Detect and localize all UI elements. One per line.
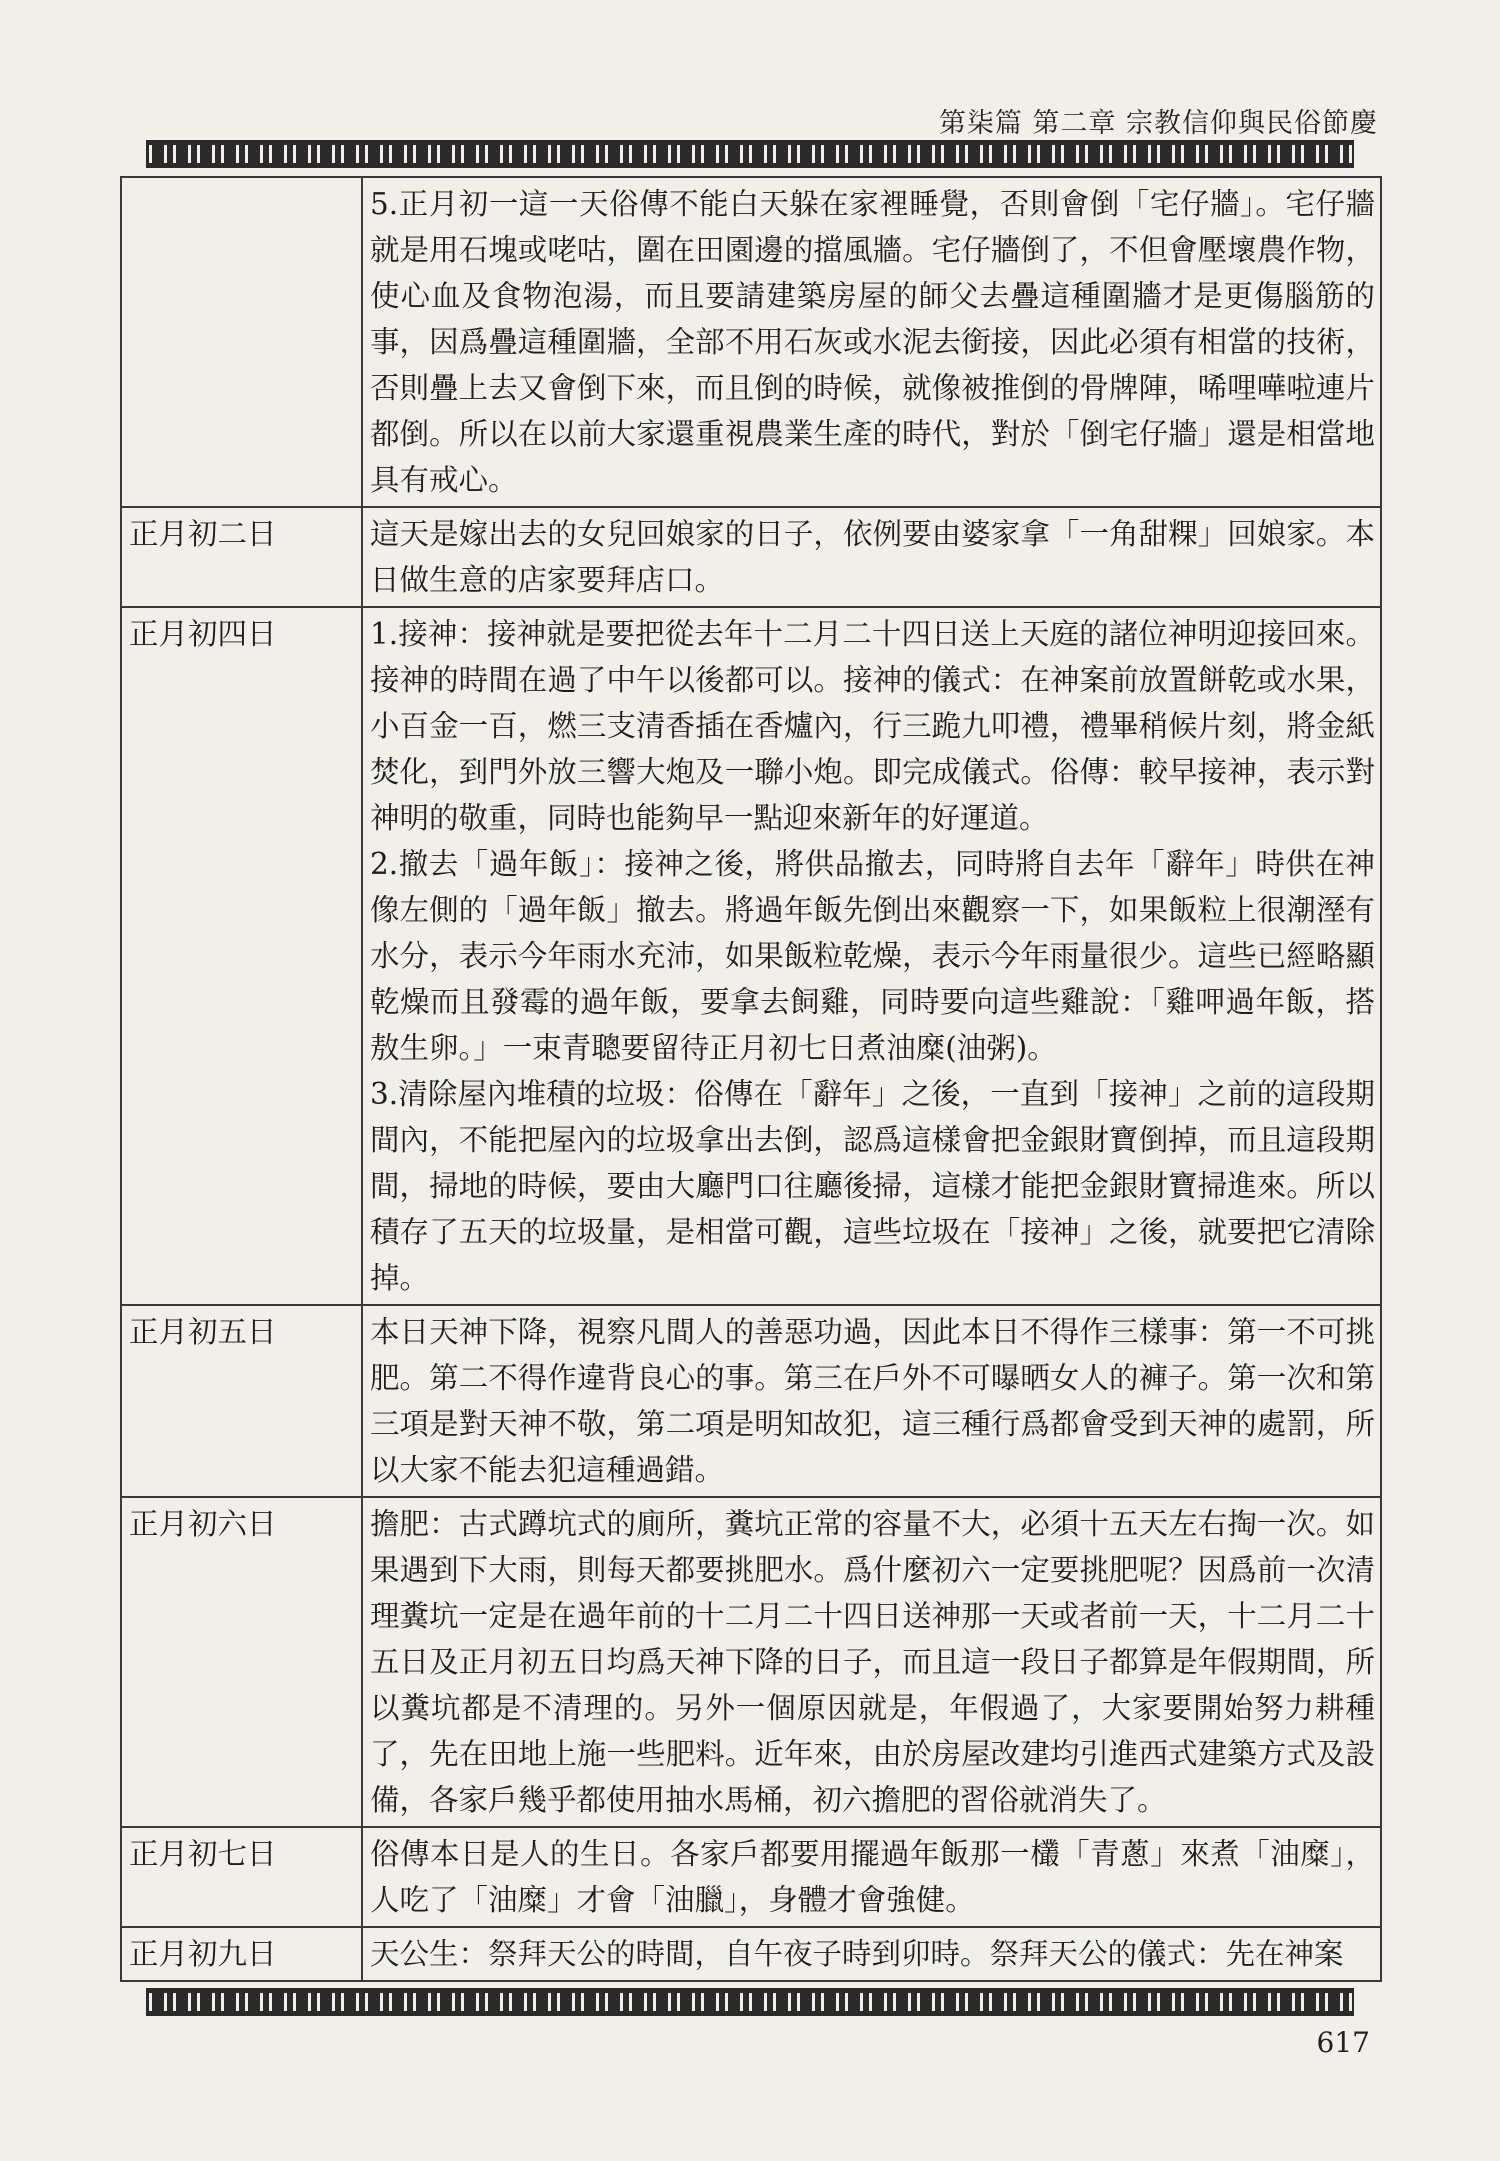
description-paragraph: 2.撤去「過年飯」：接神之後，將供品撤去，同時將自去年「辭年」時供在神像左側的「過年飯」撤去。將過年飯先倒出來觀察一下，如果飯粒上很潮溼有水分，表示今年雨水充沛，如果飯粒乾燥，表示今年雨量很少。這些已經略顯乾燥而且發霉的過年飯，要拿去飼雞，同時要向這些雞說：「雞呷過年飯，搭敖生卵。」一束青聰要留待正月初七日煮油糜(油粥)。 [370, 847, 1375, 1065]
description-paragraph: 3.清除屋內堆積的垃圾：俗傳在「辭年」之後，一直到「接神」之前的這段期間內，不能把屋內的垃圾拿出去倒，認爲這樣會把金銀財寶倒掉，而且這段期間，掃地的時候，要由大廳門口往廳後掃，這樣才能把金銀財寶掃進來。所以積存了五天的垃圾量，是相當可觀，這些垃圾在「接神」之後，就要把它清除掉。 [370, 1077, 1375, 1295]
table-row [121, 1305, 1381, 1497]
table-row [121, 607, 1381, 1305]
description-paragraph: 1.接神：接神就是要把從去年十二月二十四日送上天庭的諸位神明迎接回來。接神的時間在過了中午以後都可以。接神的儀式：在神案前放置餅乾或水果，小百金一百，燃三支清香插在香爐內，行三跪九叩禮，禮畢稍候片刻，將金紙焚化，到門外放三響大炮及一聯小炮。即完成儀式。俗傳：較早接神，表示對神明的敬重，同時也能夠早一點迎來新年的好運道。 [370, 617, 1375, 835]
page-number: 617 [1316, 2026, 1370, 2059]
date-cell: 正月初五日 [121, 1305, 362, 1497]
chapter-header: 第柒篇 第二章 宗教信仰與民俗節慶 [938, 108, 1378, 139]
date-cell: 正月初二日 [121, 507, 362, 607]
description-paragraph: 俗傳本日是人的生日。各家戶都要用擺過年飯那一欉「青蔥」來煮「油糜」，人吃了「油糜」才會「油臘」，身體才會強健。 [370, 1837, 1375, 1917]
decorative-border-top [146, 140, 1354, 168]
date-cell: 正月初九日 [121, 1927, 362, 1981]
date-cell [121, 177, 362, 507]
description-cell [362, 1497, 1381, 1827]
description-paragraph: 這天是嫁出去的女兒回娘家的日子，依例要由婆家拿「一角甜粿」回娘家。本日做生意的店家要拜店口。 [370, 517, 1375, 597]
date-cell: 正月初六日 [121, 1497, 362, 1827]
description-cell [362, 1927, 1381, 1981]
description-cell [362, 607, 1381, 1305]
description-cell [362, 177, 1381, 507]
date-cell: 正月初七日 [121, 1827, 362, 1927]
description-cell [362, 1305, 1381, 1497]
table-row [121, 177, 1381, 507]
description-cell [362, 507, 1381, 607]
table-row [121, 1927, 1381, 1981]
decorative-border-bottom [146, 1988, 1354, 2016]
description-paragraph: 擔肥：古式蹲坑式的廁所，糞坑正常的容量不大，必須十五天左右掏一次。如果遇到下大雨，則每天都要挑肥水。爲什麼初六一定要挑肥呢？因爲前一次清理糞坑一定是在過年前的十二月二十四日送神那一天或者前一天，十二月二十五日及正月初五日均爲天神下降的日子，而且這一段日子都算是年假期間，所以糞坑都是不清理的。另外一個原因就是，年假過了，大家要開始努力耕種了，先在田地上施一些肥料。近年來，由於房屋改建均引進西式建築方式及設備，各家戶幾乎都使用抽水馬桶，初六擔肥的習俗就消失了。 [370, 1507, 1375, 1817]
date-cell: 正月初四日 [121, 607, 362, 1305]
description-paragraph: 5.正月初一這一天俗傳不能白天躲在家裡睡覺，否則會倒「宅仔牆」。宅仔牆就是用石塊或咾咕，圍在田園邊的擋風牆。宅仔牆倒了，不但會壓壞農作物，使心血及食物泡湯，而且要請建築房屋的師父去疊這種圍牆才是更傷腦筋的事，因爲疊這種圍牆，全部不用石灰或水泥去銜接，因此必須有相當的技術，否則疊上去又會倒下來，而且倒的時候，就像被推倒的骨牌陣，唏哩嘩啦連片都倒。所以在以前大家還重視農業生產的時代，對於「倒宅仔牆」還是相當地具有戒心。 [370, 187, 1375, 497]
description-paragraph: 天公生：祭拜天公的時間，自午夜子時到卯時。祭拜天公的儀式：先在神案 [370, 1937, 1344, 1971]
description-paragraph: 本日天神下降，視察凡間人的善惡功過，因此本日不得作三樣事：第一不可挑肥。第二不得作違背良心的事。第三在戶外不可曝晒女人的褲子。第一次和第三項是對天神不敬，第二項是明知故犯，這三種行爲都會受到天神的處罰，所以大家不能去犯這種過錯。 [370, 1315, 1375, 1487]
table-row [121, 507, 1381, 607]
festival-table [120, 176, 1382, 1982]
table-row [121, 1497, 1381, 1827]
table-row [121, 1827, 1381, 1927]
description-cell [362, 1827, 1381, 1927]
